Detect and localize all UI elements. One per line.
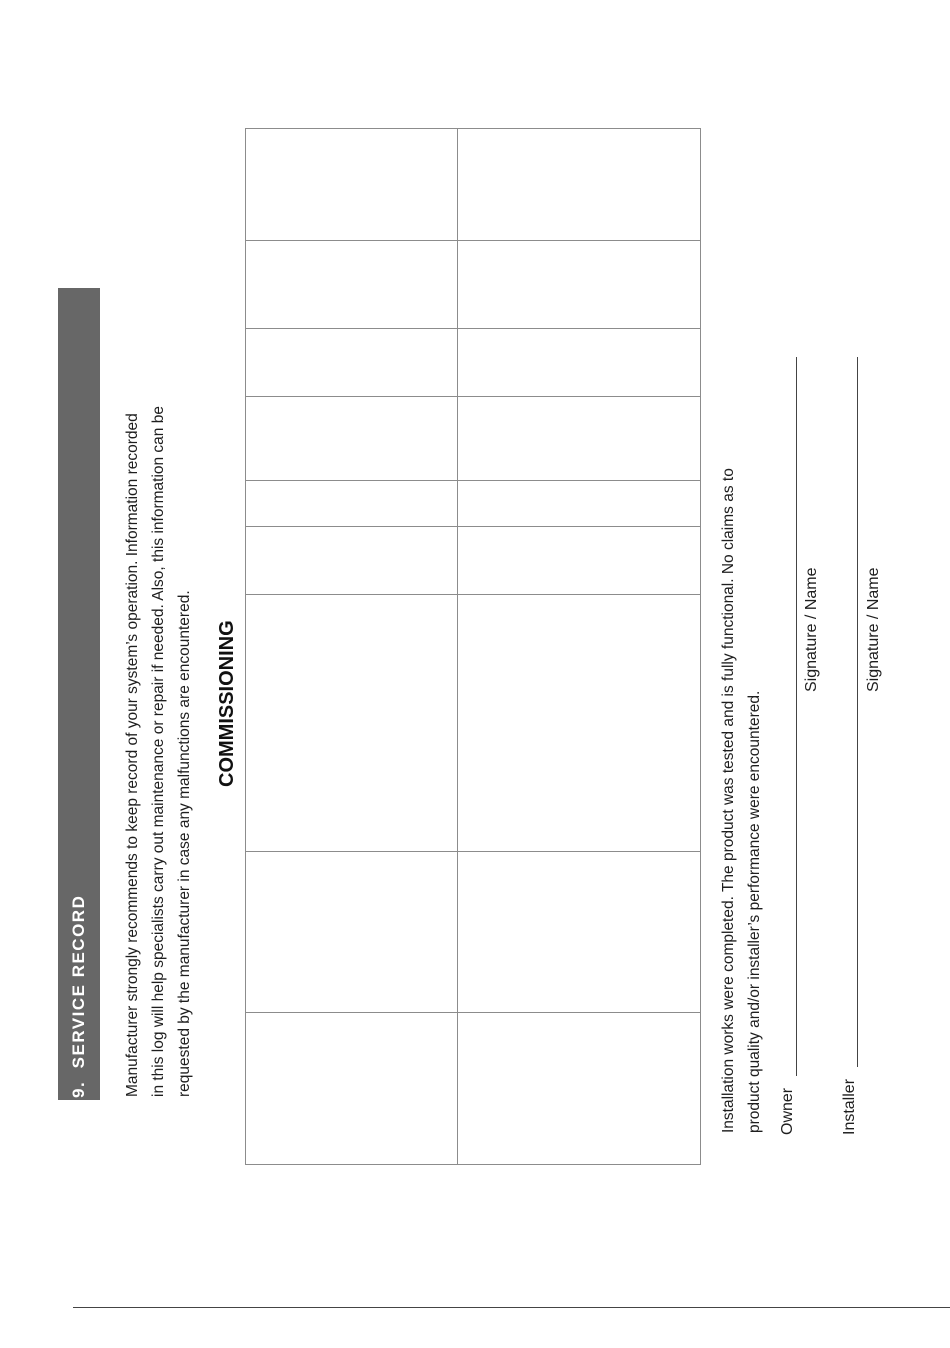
table-row-divider	[246, 328, 700, 329]
table-row-divider	[246, 240, 700, 241]
completion-statement	[716, 468, 768, 1133]
installer-label: Installer	[841, 1078, 858, 1135]
footer-divider	[73, 1307, 950, 1308]
section-number: 9.	[69, 1080, 88, 1098]
table-row-divider	[246, 851, 700, 852]
installer-signature-caption: Signature / Name	[865, 567, 882, 692]
table-row-divider	[246, 526, 700, 527]
section-title-text: SERVICE RECORD	[69, 894, 88, 1069]
intro-line: requested by the manufacturer in case any malfunctions are encountered.	[176, 590, 193, 1097]
statement-line: product quality and/or installer’s performance were encountered.	[746, 690, 763, 1133]
table-row-divider	[246, 480, 700, 481]
owner-label: Owner	[779, 1087, 796, 1135]
table-column-divider	[457, 129, 458, 1164]
commissioning-table	[245, 128, 701, 1165]
section-header-bar	[58, 288, 100, 1100]
statement-line: Installation works were completed. The product was tested and is fully functional. No claims as to	[720, 468, 737, 1133]
table-row-divider	[246, 594, 700, 595]
owner-signature-line[interactable]	[796, 357, 797, 1076]
owner-signature-caption: Signature / Name	[803, 567, 820, 692]
intro-line: in this log will help specialists carry out maintenance or repair if needed. Also, this information can be	[150, 406, 167, 1097]
intro-line: Manufacturer strongly recommends to keep record of your system’s operation. Information recorded	[124, 413, 141, 1097]
table-row-divider	[246, 1012, 700, 1013]
installer-signature-line[interactable]	[857, 357, 858, 1067]
commissioning-heading: COMMISSIONING	[216, 620, 238, 787]
intro-paragraph	[120, 406, 198, 1097]
section-title	[69, 895, 89, 1098]
table-row-divider	[246, 396, 700, 397]
